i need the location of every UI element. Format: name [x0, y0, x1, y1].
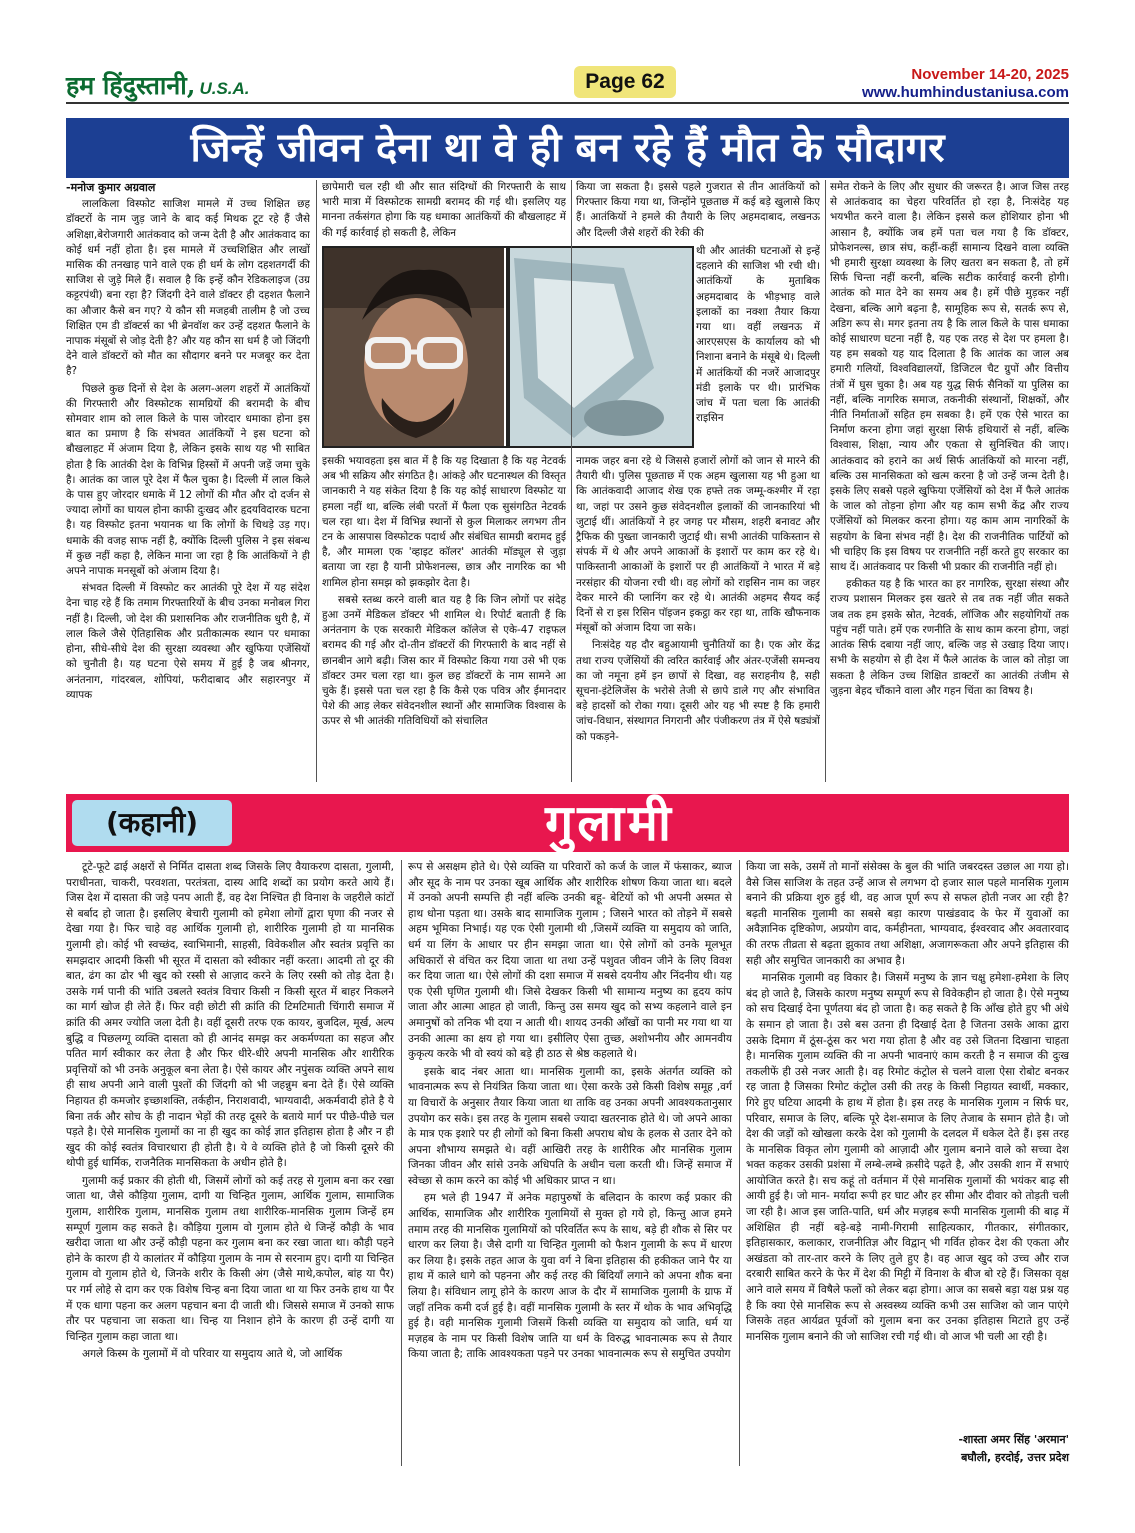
issue-date: November 14-20, 2025 — [911, 66, 1069, 83]
article-paragraph: किया जा सकता है। इससे पहले गुजरात से तीन आतंकियों को गिरफ्तार किया गया था, जिन्होंने पूछताछ में कई बड़े खुलासे किए हैं। आतंकियों ने हमले की तैयारी के लिए अहमदाबाद, लखनऊ और दिल्ली जैसे शहरों की रेकी की — [576, 181, 820, 239]
article-paragraph: समेत रोकने के लिए और सुधार की जरूरत है। आज जिस तरह से आतंकवाद का चेहरा परिवर्तित हो रहा है, निःसंदेह यह भयभीत करने वाला है। लेकिन इससे कल होशियार होना भी आसान है, क्योंकि जब हमें पता चल गया है कि डॉक्टर, प्रोफेशनल्स, छात्र संघ, कहीं-कहीं सामान्य दिखने वाला व्यक्ति भी हमारी सुरक्षा व्यवस्था के लिए खतरा बन सकता है, तो हमें सिर्फ चिन्ता नहीं करनी, बल्कि सटीक कार्रवाई करनी होगी। आतंक को मात देने का समय अब है। हमें पीछे मुड़कर नहीं देखना, बल्कि आगे बढ़ना है, सामूहिक रूप से, सतर्क रूप से, अडिग रूप से। मगर इतना तय है कि लाल किले के पास धमाका कोई साधारण घटना नहीं है, यह एक तरह से देश पर हमला है। यह हम सबको यह याद दिलाता है कि आतंक का जाल अब हमारी गलियों, विश्वविद्यालयों, डिजिटल चैट ग्रुपों और वित्तीय तंत्रों में घुस चुका है। अब यह युद्ध सिर्फ सैनिकों या पुलिस का नहीं, बल्कि नागरिक समाज, तकनीकी संस्थानों, शिक्षकों, और नीति निर्माताओं सहित हम सबका है। हमें एक ऐसे भारत का निर्माण करना होगा जहां सुरक्षा सिर्फ हथियारों से नहीं, बल्कि विश्वास, शिक्षा, न्याय और एकता से सुनिश्चित की जाए। आतंकवाद को हराने का अर्थ सिर्फ आतंकियों को मारना नहीं, बल्कि उस मानसिकता को खत्म करना है जो उन्हें जन्म देती है। इसके लिए सबसे पहले खुफिया एजेंसियों को देश में फैले आतंक के जाल को तोड़ना होगा और यह काम सभी केंद्र और राज्य एजेंसियों को मिलकर करना होगा। यह काम आम नागरिकों के सहयोग के बिना संभव नहीं है। देश की राजनीतिक पार्टियों को भी चाहिए कि इस विषय पर राजनीति नहीं करते हुए सरकार का साथ दें। आतंकवाद पर किसी भी प्रकार की राजनीति नहीं हो। — [830, 181, 1069, 574]
story-paragraph: अगले किस्म के गुलामों में वो परिवार या समुदाय आते थे, जो आर्थिक — [82, 1348, 343, 1361]
masthead-title: हम हिंदुस्तानी, — [66, 71, 196, 100]
page-number: Page 62 — [574, 66, 676, 98]
article-paragraph: थी और आतंकी घटनाओं से इन्हें दहलाने की साजिश भी रची थी। आतंकियों के मुताबिक अहमदाबाद के भीड़भाड़ वाले इलाकों का नक्शा तैयार किया गया था। वहीं लखनऊ में आरएसएस के कार्यालय को भी निशाना बनाने के मंसूबे थे। दिल्ली में आतंकियों की नजरें आजादपुर मंडी इलाके पर थी। प्रारंभिक जांच में पता चला कि आतंकी राइसिन — [696, 245, 820, 425]
news-photo-illustration — [324, 248, 692, 446]
column-rule — [739, 860, 740, 1466]
news-photo — [322, 246, 694, 448]
article-paragraph: छापेमारी चल रही थी और सात संदिग्धों की गिरफ्तारी के साथ भारी मात्रा में विस्फोटक सामग्री बरामद की गई थी। इसलिए यह मानना तर्कसंगत होगा कि यह धमाका आतंकियों की बौखलाहट में की गई कार्रवाई हो सकती है, लेकिन — [322, 181, 566, 239]
article-column-3-top — [576, 180, 820, 244]
column-rule — [401, 860, 402, 1466]
story-column-2 — [408, 860, 732, 1466]
story-author: -शास्ता अमर सिंह 'अरमान' — [958, 1433, 1069, 1446]
headline: जिन्हें जीवन देना था वे ही बन रहे हैं मौत के सौदागर — [66, 118, 1069, 178]
column-rule — [316, 180, 317, 782]
story-paragraph: टूटे-फूटे ढाई अक्षरों से निर्मित दासता शब्द जिसके लिए वैयाकरण दासता, गुलामी, पराधीनता, चाकरी, परवशता, परतंत्रता, दास्य आदि शब्दों का प्रयोग करते आये हैं। जिस देश में दासता की जड़े पनप आती हैं, वह देश निश्चित ही विनाश के जहरीले कांटों से बर्बाद हो जाता है। इसलिए बेचारी गुलामी को हमेशा लोगों द्वारा घृणा की नजर से देखा गया है। फिर चाहे वह आर्थिक गुलामी हो, शारीरिक गुलामी हो या मानसिक गुलामी हो। कोई भी स्वच्छंद, स्वाभिमानी, साहसी, विवेकशील और स्वतंत्र प्रवृत्ति का समझदार आदमी किसी भी सूरत में दासता को स्वीकार नहीं करता। आदमी तो दूर की बात, ढंग का ढोर भी खुद को रस्सी से आज़ाद करने के लिए रस्सी को तोड़ देता है। उसके गर्म पानी की भांति उबलते स्वतंत्र विचार किसी न किसी सूरत में बाहर निकलने का मार्ग खोज ही लेते हैं। फिर वही छोटी सी क्रांति की टिमटिमाती चिंगारी समाज में क्रांति की अमर ज्योति जला देती है। वहीं दूसरी तरफ एक कायर, बुजदिल, मूर्ख, अल्प बुद्धि व पिछलग्गू व्यक्ति दासता को ही आनंद समझ कर अकर्मण्यता का सहज और पतित मार्ग स्वीकार कर लेता है और फिर धीरे-धीरे अपनी मानसिक और शारीरिक प्रवृत्तियों को भी उनके अनुकूल बना लेता है। ऐसे कायर और नपुंसक व्यक्ति अपने साथ ही साथ अपनी आने वाली पुश्तों की जिंदगी को भी जहन्नुम बना देते हैं। ऐसे व्यक्ति निहायत ही कमजोर इच्छाशक्ति, तर्कहीन, निराशवादी, भाग्यवादी, अकर्मवादी होते है ये बिना तर्क और सोच के ही नादान भेड़ों की तरह दूसरे के बताये मार्ग पर पीछे-पीछे चल पड़ते है। ऐसे मानसिक गुलामों का ना ही खुद का कोई ज्ञात इतिहास होता है और न ही खुद की कोई स्वतंत्र विचारधारा ही होती है। ये वे व्यक्ति होते है जो किसी दूसरे की थोपी हुई धार्मिक, राजनैतिक मानसिकता के अधीन होते है। — [66, 861, 394, 1170]
story-paragraph: हम भले ही 1947 में अनेक महापुरुषों के बलिदान के कारण कई प्रकार की आर्थिक, सामाजिक और शारीरिक गुलामियों से मुक्त हो गये हो, किन्तु आज हमने तमाम तरह की मानसिक गुलामियों को परिवर्तित रूप के साथ, बड़े ही शौक से सिर पर धारण कर लिया है। जैसे दागी या चिन्हित गुलामी को फैशन गुलामी के रूप में धारण कर लिया है। इसके तहत आज के युवा वर्ग ने बिना इतिहास की हकीकत जाने पैर या हाथ में काले धागे को पहनना और कई तरह की बिंदियाँ लगाने को अपना शौक बना लिया है। संविधान लागू होने के कारण आज के दौर में सामाजिक गुलामी के ग्राफ में जहाँ तनिक कमी दर्ज हुई है। वहीं मानसिक गुलामी के स्तर में थोक के भाव अभिवृद्धि हुई है। वही मानसिक गुलामी जिसमें किसी व्यक्ति या समुदाय को जाति, धर्म या मज़हब के नाम पर किसी विशेष जाति या धर्म के विरुद्ध भावनात्मक रूप से तैयार किया जाता है; ताकि आवश्यकता पड़ने पर उनका भावनात्मक रूप से समुचित उपयोग — [408, 1192, 732, 1361]
article-paragraph: नामक जहर बना रहे थे जिससे हजारों लोगों को जान से मारने की तैयारी थी। पुलिस पूछताछ में एक अहम खुलासा यह भी हुआ था कि आतंकवादी आजाद शेख एक हफ्ते तक जम्मू-कश्मीर में रहा था, जहां पर उसने कुछ संवेदनशील इलाकों की जानकारियां भी जुटाई थीं। आतंकियों ने हर जगह पर मौसम, शहरी बनावट और ट्रैफिक की पुख्ता जानकारी जुटाई थी। सभी आतंकी पाकिस्तान से संपर्क में थे और अपने आकाओं के इशारों पर काम कर रहे थे। पाकिस्तानी आकाओं के इशारों पर ही आतंकियों ने भारत में बड़े नरसंहार की योजना रची थी। वह लोगों को राइसिन नाम का जहर देकर मारने की प्लानिंग कर रहे थे। आतंकी अहमद सैयद कई दिनों से रा इस रिसिन पॉइजन इकट्ठा कर रहा था, ताकि खौफनाक मंसूबों को अंजाम दिया जा सके। — [576, 455, 820, 635]
story-paragraph: रूप से असक्षम होते थे। ऐसे व्यक्ति या परिवारों को कर्ज के जाल में फंसाकर, ब्याज और सूद के नाम पर उनका खूब आर्थिक और शारीरिक शोषण किया जाता था। बदले में उनको अपनी सम्पत्ति ही नहीं बल्कि उनकी बहू- बेटियों को भी अपनी अस्मत से हाथ धोना पड़ता था। उसके बाद सामाजिक गुलाम ; जिसने भारत को तोड़ने में सबसे अहम भूमिका निभाई। यह एक ऐसी गुलामी थी ,जिसमें व्यक्ति या समुदाय को जाति, धर्म या लिंग के आधार पर हीन समझा जाता था। ऐसे लोगों को उनके मूलभूत अधिकारों से वंचित कर दिया जाता था तथा उन्हें पशुवत जीवन जीने के लिए विवश कर दिया जाता था। ऐसे लोगों की दशा समाज में सबसे दयनीय और निंदनीय थी। यह एक ऐसी घृणित गुलामी थी। जिसे देखकर किसी भी सामान्य मनुष्य का हृदय कांप जाता और आत्मा आहत हो जाती, किन्तु उस समय खुद को सभ्य कहलाने वाले इन अमानुषों को तनिक भी दया न आती थी। शायद उनकी आँखों का पानी मर गया था या उनकी आत्मा का क्षय हो गया था। इसीलिए ऐसा तुच्छ, अशोभनीय और आमनवीय कुकृत्य करके भी वो स्वयं को बड़े ही ठाठ से श्रेष्ठ कहलाते थे। — [408, 861, 732, 1061]
article-paragraph: इसकी भयावहता इस बात में है कि यह दिखाता है कि यह नेटवर्क अब भी सक्रिय और संगठित है। आंकड़े और घटनास्थल की विस्तृत जानकारी ने यह संकेत दिया है कि यह कोई साधारण विस्फोट या हमला नहीं था, बल्कि लंबी परतों में फैला एक सुसंगठित नेटवर्क चल रहा था। देश में विभिन्न स्थानों से कुल मिलाकर लगभग तीन टन के आसपास विस्फोटक पदार्थ और संबंधित सामग्री बरामद हुई है, और मामला एक 'व्हाइट कॉलर' आतंकी मॉड्यूल से जुड़ा बताया जा रहा है यानी प्रोफेशनल्स, छात्र और नागरिक का भी शामिल होना समझ को झकझोर देता है। — [322, 455, 566, 589]
article-paragraph: पिछले कुछ दिनों से देश के अलग-अलग शहरों में आतंकियों की गिरफ्तारी और विस्फोटक सामग्रियों की बरामदी के बीच सोमवार शाम को लाल किले के पास जोरदार धमाका होना इस बात का प्रमाण है कि संभवत आतंकियों ने इस घटना को बौखलाहट में अंजाम दिया है, लेकिन इसके साथ यह भी साबित होता है कि आतंकी देश के विभिन्न हिस्सों में अपनी जड़ें जमा चुके है। आतंक का जाल पूरे देश में फैल चुका है। दिल्ली में लाल किले के पास हुए जोरदार धमाके में 12 लोगों की मौत और दो दर्जन से ज्यादा लोगों का घायल होना काफी दुःखद और हृदयविदारक घटना है। यह विस्फोट इतना भयानक था कि लोगों के चिथड़े उड़ गए। धमाके की वजह साफ नहीं है, क्योंकि दिल्ली पुलिस ने इस संबन्ध में कुछ नहीं कहा है, लेकिन माना जा रहा है कि आतंकियों ने ही अपने नापाक मनसूबों को अंजाम दिया है। — [66, 382, 310, 578]
story-column-1 — [66, 860, 394, 1466]
website-link[interactable]: www.humhindustaniusa.com — [862, 84, 1069, 101]
article-paragraph: संभवत दिल्ली में विस्फोट कर आतंकी पूरे देश में यह संदेश देना चाह रहे हैं कि तमाम गिरफ्तारियों के बीच उनका मनोबल गिरा नहीं है। दिल्ली, जो देश की प्रशासनिक और राजनीतिक धुरी है, में लाल किले जैसे ऐतिहासिक और प्रतीकात्मक स्थान पर धमाका होना, सीधे-सीधे देश की सुरक्षा व्यवस्था और खुफिया एजेंसियों को चुनौती है। यह घटना ऐसे समय में हुई है जब श्रीनगर, अनंतनाग, गांदरबल, शोपियां, फरीदाबाद और सहारनपुर में व्यापक — [66, 582, 310, 701]
story-label: (कहानी) — [72, 800, 232, 846]
article-paragraph: सबसे स्तब्ध करने वाली बात यह है कि जिन लोगों पर संदेह हुआ उनमें मेडिकल डॉक्टर भी शामिल थे। रिपोर्ट बताती हैं कि अनंतनाग के एक सरकारी मेडिकल कॉलेज से एके-47 राइफल बरामद की गई और दो-तीन डॉक्टरों की गिरफ्तारी के बाद नहीं से छानबीन आगे बढ़ी। जिस कार में विस्फोट किया गया उसे भी एक डॉक्टर उमर चला रहा था। कुल छह डॉक्टरों के नाम सामने आ चुके हैं। इससे पता चल रहा है कि कैसे एक पवित्र और ईमानदार पेशे की आड़ लेकर संवेदनशील स्थानों और सामाजिक विश्वास के ऊपर से भी आतंकी गतिविधियों को संचालित — [322, 593, 566, 728]
masthead — [66, 68, 250, 102]
article-column-2-bottom — [322, 454, 566, 782]
story-author-place: बघौली, हरदोई, उत्तर प्रदेश — [961, 1451, 1069, 1464]
column-rule — [571, 180, 572, 782]
header-divider — [66, 102, 1069, 104]
story-paragraph: इसके बाद नंबर आता था। मानसिक गुलामी का, इसके अंतर्गत व्यक्ति को भावनात्मक रूप से नियंत्रित किया जाता था। ऐसा करके उसे किसी विशेष समूह ,वर्ग या विचारों के अनुसार तैयार किया जाता था ताकि वह उनका अपनी आवश्यकतानुसार उपयोग कर सके। इस तरह के गुलाम सबसे ज्यादा खतरनाक होते थे। जो अपने आका के मात्र एक इशारे पर ही लोगों को बिना किसी अपराध बोध के हलक से उतार देने को अपना शौभाग्य समझते थे। वहीं आखिरी तरह के शारीरिक और मानसिक गुलाम जिनका जीवन और सांसे उनके अधिपति के अधीन चला करती थी। जिन्हें समाज में स्वेच्छा से काम करने का कोई भी अधिकार प्राप्त न था। — [408, 1065, 732, 1187]
article-column-1 — [66, 180, 310, 782]
story-column-3 — [746, 860, 1069, 1428]
story-title: गुलामी — [545, 794, 675, 852]
masthead-usa: U.S.A. — [199, 79, 250, 98]
article-column-3-bottom — [576, 454, 820, 782]
article-column-3-side — [696, 244, 820, 444]
article-paragraph: निःसंदेह यह दौर बहुआयामी चुनौतियों का है। एक ओर केंद्र तथा राज्य एजेंसियों की त्वरित कार्रवाई और अंतर-एजेंसी समन्वय का जो नमूना हमें इन छापों से दिखा, वह सराहनीय है, सही सूचना-इंटेलिजेंस के भरोसे तेजी से छापे डाले गए और संभावित बड़े हादसों को रोका गया। दूसरी ओर यह भी स्पष्ट है कि हमारी जांच-विधान, संस्थागत निगरानी और पंजीकरण तंत्र में ऐसे षड्यंत्रों को पकड़ने- — [576, 639, 820, 743]
story-paragraph: गुलामी कई प्रकार की होती थी, जिसमें लोगों को कई तरह से गुलाम बना कर रखा जाता था, जैसे कौड़िया गुलाम, दागी या चिन्हित गुलाम, आर्थिक गुलाम, सामाजिक गुलाम, शारीरिक गुलाम, मानसिक गुलाम तथा शारीरिक-मानसिक गुलाम जिन्हें हम सम्पूर्ण गुलाम कह सकते है। कौड़िया गुलाम वो गुलाम होते थे जिन्हें कौड़ी के भाव खरीदा जाता था और उन्हें कौड़ी पहना कर गुलाम बना कर रखा जाता था। कौड़ी पहने होने के कारण ही ये कालांतर में कौड़िया गुलाम के नाम से सरनाम हुए। दागी या चिन्हित गुलाम वो गुलाम होते थे, जिनके शरीर के किसी अंग (जैसे माथे,कपोल, बांह या पैर) पर गर्म लोहे से दाग कर एक विशेष चिन्ह बना दिया जाता था या फिर उनके हाथ या पैर में एक धागा पहना कर अलग पहचान बना दी जाती थी। जिससे समाज में उनको साफ तौर पर पहचाना जा सकता था। चिन्ह या निशान होने के कारण ही उन्हें दागी या चिन्हित गुलाम कहा जाता था। — [66, 1174, 394, 1343]
story-paragraph: मानसिक गुलामी वह विकार है। जिसमें मनुष्य के ज्ञान चक्षु हमेशा-हमेशा के लिए बंद हो जाते है, जिसके कारण मनुष्य सम्पूर्ण रूप से विवेकहीन हो जाता है। ऐसे मनुष्य को सच दिखाई देना पूर्णतया बंद हो जाता है। कह सकते है कि आँख होते हुए भी अंधे के समान हो जाता है। उसे बस उतना ही दिखाई देता है जितना उसके आका द्वारा उसके दिमाग में ठूंस-ठूंस कर भरा गया होता है और वह उसे जितना दिखाना चाहता है। मानसिक गुलाम व्यक्ति की ना अपनी भावनाएं काम करती है न समाज की दुःख तकलीफें ही उसे नजर आती है। वह रिमोट कंट्रोल से चलने वाला ऐसा रोबोट बनकर रह जाता है जिसका रिमोट कंट्रोल उसी की तरह के किसी निहायत स्वार्थी, मक्कार, गिरे हुए घटिया आदमी के हाथ में होता है। इस तरह के मानसिक गुलाम न सिर्फ घर, परिवार, समाज के लिए, बल्कि पूरे देश-समाज के लिए तेजाब के समान होते है। जो देश की जड़ों को खोखला करके देश को गुलामी के दलदल में धकेल देते हैं। इस तरह के मानसिक विकृत लोग गुलामी को आज़ादी और गुलाम बनाने वाले को सच्चा देश भक्त कहकर उसकी प्रशंसा में लम्बे-लम्बे क़सीदे पढ़ते है, और उसकी शान में सभाएं आयोजित करते है। सच कहूं तो वर्तमान में ऐसे मानसिक गुलामों की भयंकर बाढ़ सी आयी हुई है। जो मान- मर्यादा रूपी हर घाट और हर सीमा और दीवार को तोड़ती चली जा रही है। आज इस जाति-पाति, धर्म और मज़हब रूपी मानसिक गुलामी की बाढ़ में अशिक्षित ही नहीं बड़े-बड़े नामी-गिरामी साहित्यकार, गीतकार, संगीतकार, इतिहासकार, कलाकार, राजनीतिज्ञ और विद्वान् भी गर्वित होकर देश की एकता और अखंडता को तार-तार करने के लिए तुले हुए है। वह आज खुद को उच्च और राज दरबारी साबित करने के फेर में देश की मिट्टी में विनाश के बीज बो रहे हैं। जिसका वृक्ष आने वाले समय में विषैले फलों को लेकर बढ़ा होगा। आज का सबसे बड़ा यक्ष प्रश्न यह है कि क्या ऐसे मानसिक रूप से अस्वस्थ्य व्यक्ति कभी उस साजिश को जान पाएंगे जिसके तहत आर्यव्रत पूर्वजों को गुलाम बना कर उनका इतिहास मिटाते हुए उन्हें मानसिक गुलाम बनाने की जो साजिश रची गई थी। वो आज भी चली आ रही है। — [746, 972, 1069, 1343]
author-byline: -मनोज कुमार अग्रवाल — [66, 181, 156, 194]
article-paragraph: लालकिला विस्फोट साजिश मामले में उच्च शिक्षित छह डॉक्टरों के नाम जुड़ जाने के बाद कई मिथक टूट रहे हैं जैसे अशिक्षा,बेरोजगारी आतंकवाद को जन्म देती है और आतंकवाद का कोई धर्म नहीं होता है। इस मामले में उच्चशिक्षित और लाखों मासिक की तनखाह पाने वाले एक ही धर्म के लोग दहशतगर्दी की साजिश से जुड़े मिले हैं। सवाल है कि इन्हें कौन रेडिकलाइज (उग्र कट्टरपंथी) बना रहा है? जिंदगी देने वाले डॉक्टर ही दहशत फैलाने का औजार कैसे बन गए? ये कौन सी मजहबी तालीम है जो उच्च शिक्षित एम डी डॉक्टर्स का भी ब्रेनवॉश कर उन्हें दहशत फैलाने के नापाक मंसूबों से जोड़ देती है? और यह कौन सा धर्म है जो जिंदगी देने वाले डॉक्टरों को मौत का सौदागर बनने पर मजबूर कर देता है? — [66, 198, 310, 378]
article-column-2-top — [322, 180, 566, 244]
article-paragraph: हकीकत यह है कि भारत का हर नागरिक, सुरक्षा संस्था और राज्य प्रशासन मिलकर इस खतरे से तब तक नहीं जीत सकते जब तक हम इसके स्रोत, नेटवर्क, लॉजिक और सहयोगियों तक पहुंच नहीं पाते। हमें एक रणनीति के साथ काम करना होगा, जहां आतंक सिर्फ दबाया नहीं जाए, बल्कि जड़ से उखाड़ दिया जाए। सभी के सहयोग से ही देश में फैले आतंक के जाल को तोड़ा जा सकता है लेकिन उच्च शिक्षित डाक्टरों का आतंकी तंजीम से जुड़ना बेहद चौंकाने वाला और गहन चिंता का विषय है। — [830, 578, 1069, 697]
article-column-4 — [830, 180, 1069, 782]
column-rule — [825, 180, 826, 782]
story-paragraph: किया जा सके, उसमें तो मानों संसेक्स के बुल की भांति जबरदस्त उछाल आ गया हो। वैसे जिस साजिश के तहत उन्हें आज से लगभग दो हजार साल पहले मानसिक गुलाम बनाने की प्रक्रिया शुरु हुई थी, वह आज पूर्ण रूप से सफल होती नजर आ रही है? बढ़ती मानसिक गुलामी का सबसे बड़ा कारण पाखंडवाद के फेर में युवाओं का अवैज्ञानिक दृष्टिकोण, अप्रयोग वाद, कर्महीनता, भाग्यवाद, ईश्वरवाद और अवतारवाद की तरफ तीव्रता से बढ़ता झुकाव तथा अशिक्षा, अजागरूकता और अपने इतिहास की सही और समुचित जानकारी का अभाव है। — [746, 861, 1069, 967]
